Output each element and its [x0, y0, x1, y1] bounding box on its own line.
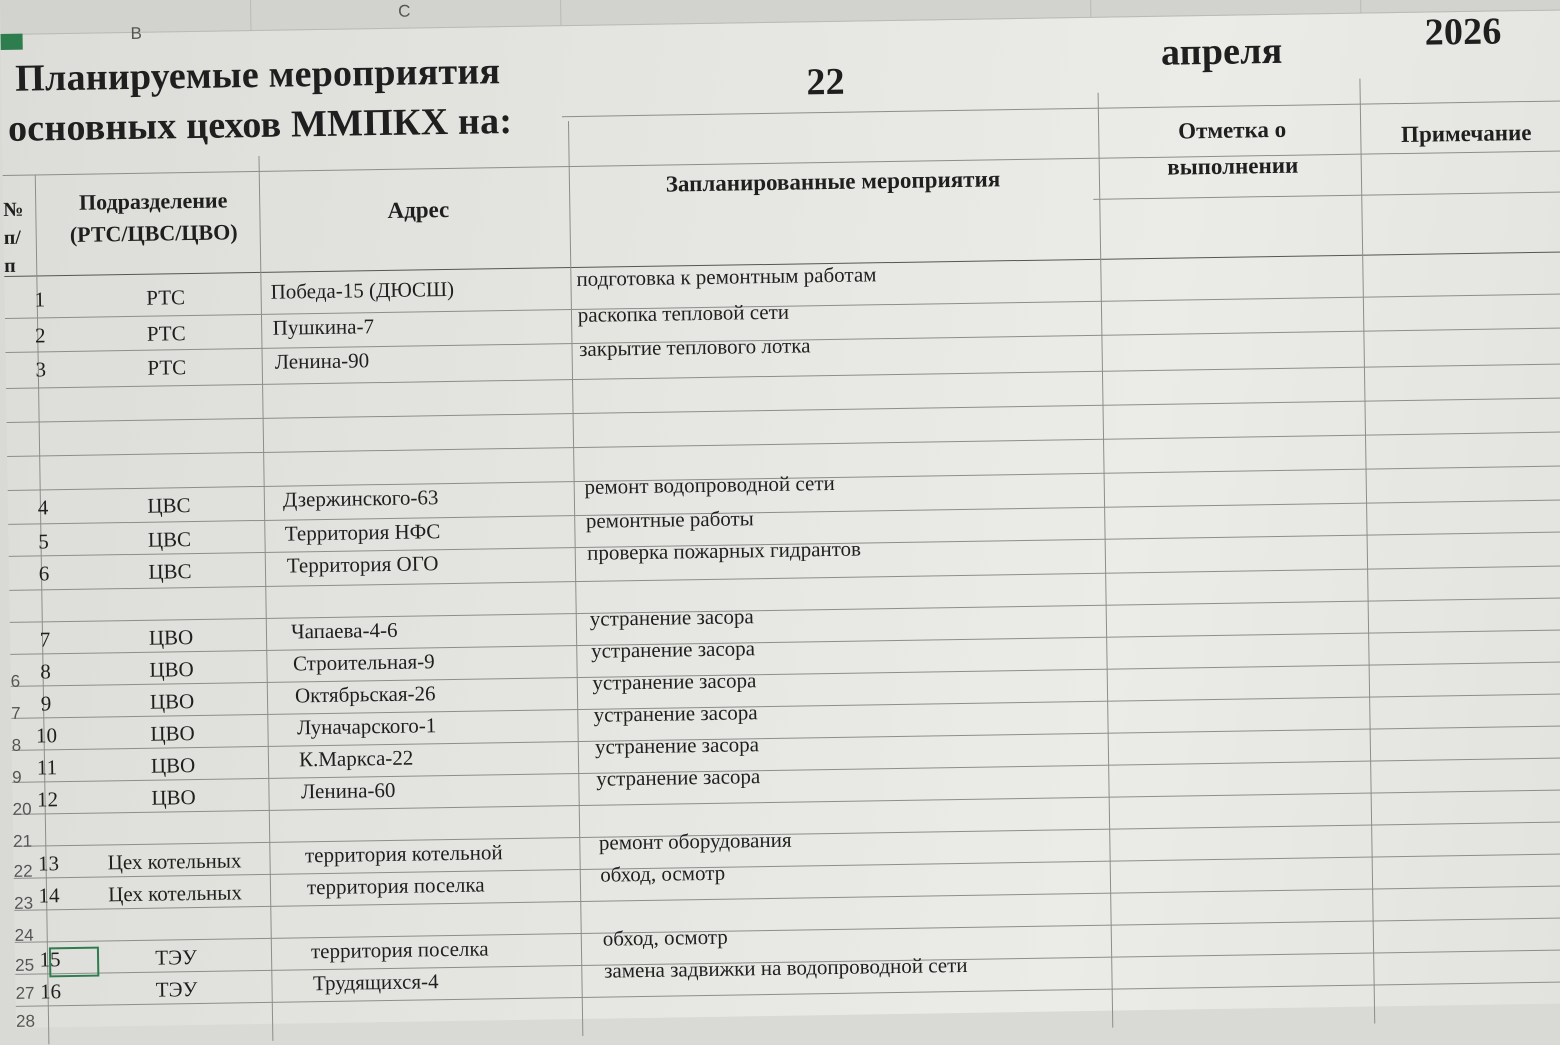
- cell-number[interactable]: 15: [39, 947, 61, 972]
- cell-task[interactable]: замена задвижки на водопроводной сети: [603, 952, 968, 983]
- cell-task[interactable]: обход, осмотр: [600, 860, 726, 887]
- cell-division[interactable]: ЦВО: [148, 625, 194, 650]
- cell-task[interactable]: обход, осмотр: [602, 924, 728, 951]
- cell-task[interactable]: проверка пожарных гидрантов: [586, 536, 862, 565]
- cell-task[interactable]: устранение засора: [589, 604, 754, 631]
- cell-division[interactable]: ЦВО: [149, 657, 194, 682]
- cell-division[interactable]: ЦВО: [151, 785, 196, 810]
- cell-division[interactable]: [70, 912, 280, 915]
- cell-division[interactable]: ЦВО: [149, 689, 195, 714]
- row-header-number[interactable]: 27: [15, 983, 35, 1003]
- cell-address[interactable]: К.Маркса-22: [298, 745, 414, 772]
- cell-address[interactable]: Ленина-90: [274, 348, 370, 374]
- cell-address[interactable]: территория котельной: [304, 840, 503, 868]
- cell-division[interactable]: ЦВО: [150, 721, 195, 746]
- row-header-number[interactable]: 23: [14, 893, 34, 913]
- cell-number[interactable]: 3: [35, 357, 47, 382]
- row-header-number[interactable]: 22: [13, 861, 33, 881]
- cell-address[interactable]: Луначарского-1: [296, 713, 437, 740]
- cell-division[interactable]: ЦВС: [148, 559, 192, 584]
- cell-number[interactable]: 8: [40, 659, 51, 684]
- cell-task[interactable]: подготовка к ремонтным работам: [576, 262, 877, 291]
- title-line-2: основных цехов ММПКХ на:: [7, 99, 513, 150]
- cell-task[interactable]: устранение засора: [596, 764, 761, 791]
- title-day: 22: [806, 60, 846, 104]
- cell-task[interactable]: закрытие теплового лотка: [578, 333, 811, 361]
- cell-division[interactable]: ТЭУ: [155, 945, 198, 970]
- cell-number[interactable]: 5: [38, 529, 49, 554]
- row-header-number[interactable]: 8: [11, 735, 22, 755]
- cell-number[interactable]: 16: [39, 979, 62, 1004]
- column-label-b[interactable]: B: [130, 23, 143, 43]
- row-header-number[interactable]: 6: [10, 671, 21, 691]
- cell-number[interactable]: 4: [37, 495, 49, 520]
- title-year: 2026: [1424, 10, 1502, 54]
- cell-division[interactable]: ТЭУ: [155, 977, 198, 1002]
- cell-task[interactable]: устранение засора: [593, 700, 758, 727]
- cell-number[interactable]: 11: [36, 755, 58, 780]
- cell-division[interactable]: [63, 424, 273, 427]
- cell-division[interactable]: РТС: [147, 355, 187, 380]
- cell-number[interactable]: [7, 461, 77, 462]
- cell-task[interactable]: ремонт водопроводной сети: [584, 470, 835, 499]
- selected-cell[interactable]: [49, 947, 99, 978]
- cell-division[interactable]: РТС: [146, 285, 186, 310]
- cell-number[interactable]: 6: [38, 561, 50, 586]
- cell-task[interactable]: устранение засора: [592, 668, 757, 695]
- cell-division[interactable]: ЦВС: [147, 527, 192, 552]
- cell-division[interactable]: [63, 458, 273, 461]
- header-completion-mark: Отметка о выполнении: [1167, 116, 1299, 180]
- column-header-bar: [0, 0, 1560, 43]
- cell-division[interactable]: [65, 592, 275, 595]
- cell-number[interactable]: 7: [39, 627, 51, 652]
- header-planned: Запланированные мероприятия: [665, 166, 1001, 197]
- cell-number[interactable]: [7, 427, 77, 428]
- row-header-number[interactable]: 20: [12, 799, 32, 819]
- cell-division[interactable]: ЦВС: [147, 493, 191, 518]
- row-header-number[interactable]: 9: [12, 767, 22, 787]
- cell-address[interactable]: Победа-15 (ДЮСШ): [270, 276, 455, 304]
- cell-division[interactable]: Цех котельных: [107, 848, 242, 875]
- cell-number[interactable]: 14: [38, 883, 60, 908]
- cell-address[interactable]: Ленина-60: [300, 777, 396, 804]
- row-header-number[interactable]: 25: [15, 955, 35, 975]
- row-header-number[interactable]: 7: [11, 703, 21, 723]
- cell-address[interactable]: территория поселка: [306, 872, 485, 900]
- row-header-number[interactable]: 24: [14, 925, 34, 945]
- row-header-number[interactable]: 21: [13, 831, 33, 851]
- row-header-number[interactable]: 28: [15, 1011, 36, 1031]
- cell-task[interactable]: устранение засора: [590, 636, 756, 663]
- cell-task[interactable]: раскопка тепловой сети: [577, 299, 790, 327]
- cell-address[interactable]: территория поселка: [310, 936, 489, 964]
- header-number: № п/п: [3, 198, 24, 277]
- cell-number[interactable]: 2: [34, 323, 46, 348]
- cell-number[interactable]: [14, 915, 84, 916]
- header-note: Примечание: [1400, 119, 1532, 148]
- cell-task[interactable]: ремонт оборудования: [598, 827, 792, 855]
- title-month: апреля: [1160, 29, 1283, 74]
- cell-address[interactable]: Территория НФС: [284, 519, 441, 546]
- title-line-1: Планируемые мероприятия: [14, 50, 501, 100]
- cell-number[interactable]: 13: [37, 851, 60, 876]
- cell-number[interactable]: 10: [35, 723, 58, 748]
- cell-address[interactable]: Дзержинского-63: [282, 485, 439, 512]
- cell-number[interactable]: [9, 595, 79, 596]
- column-label-c[interactable]: C: [398, 1, 411, 21]
- cell-task[interactable]: ремонтные работы: [585, 506, 754, 533]
- cell-number[interactable]: [6, 393, 76, 394]
- cell-division[interactable]: Цех котельных: [107, 880, 243, 907]
- select-all-corner[interactable]: [1, 34, 23, 50]
- cell-address[interactable]: Территория ОГО: [286, 551, 439, 578]
- header-division: Подразделение (РТС/ЦВС/ЦВО): [69, 187, 238, 247]
- cell-division[interactable]: [62, 390, 272, 393]
- cell-address[interactable]: Строительная-9: [292, 649, 435, 676]
- cell-address[interactable]: Чапаева-4-6: [290, 617, 398, 644]
- cell-division[interactable]: [69, 816, 279, 819]
- cell-address[interactable]: Октябрьская-26: [294, 681, 436, 708]
- header-address: Адрес: [387, 196, 450, 223]
- cell-task[interactable]: устранение засора: [594, 732, 760, 759]
- cell-number[interactable]: 9: [40, 691, 52, 716]
- cell-division[interactable]: РТС: [146, 321, 186, 346]
- cell-number[interactable]: 12: [36, 787, 59, 812]
- cell-address[interactable]: Пушкина-7: [272, 314, 375, 340]
- cell-address[interactable]: Трудящихся-4: [312, 969, 439, 996]
- cell-number[interactable]: 1: [34, 287, 46, 312]
- cell-division[interactable]: ЦВО: [150, 753, 196, 778]
